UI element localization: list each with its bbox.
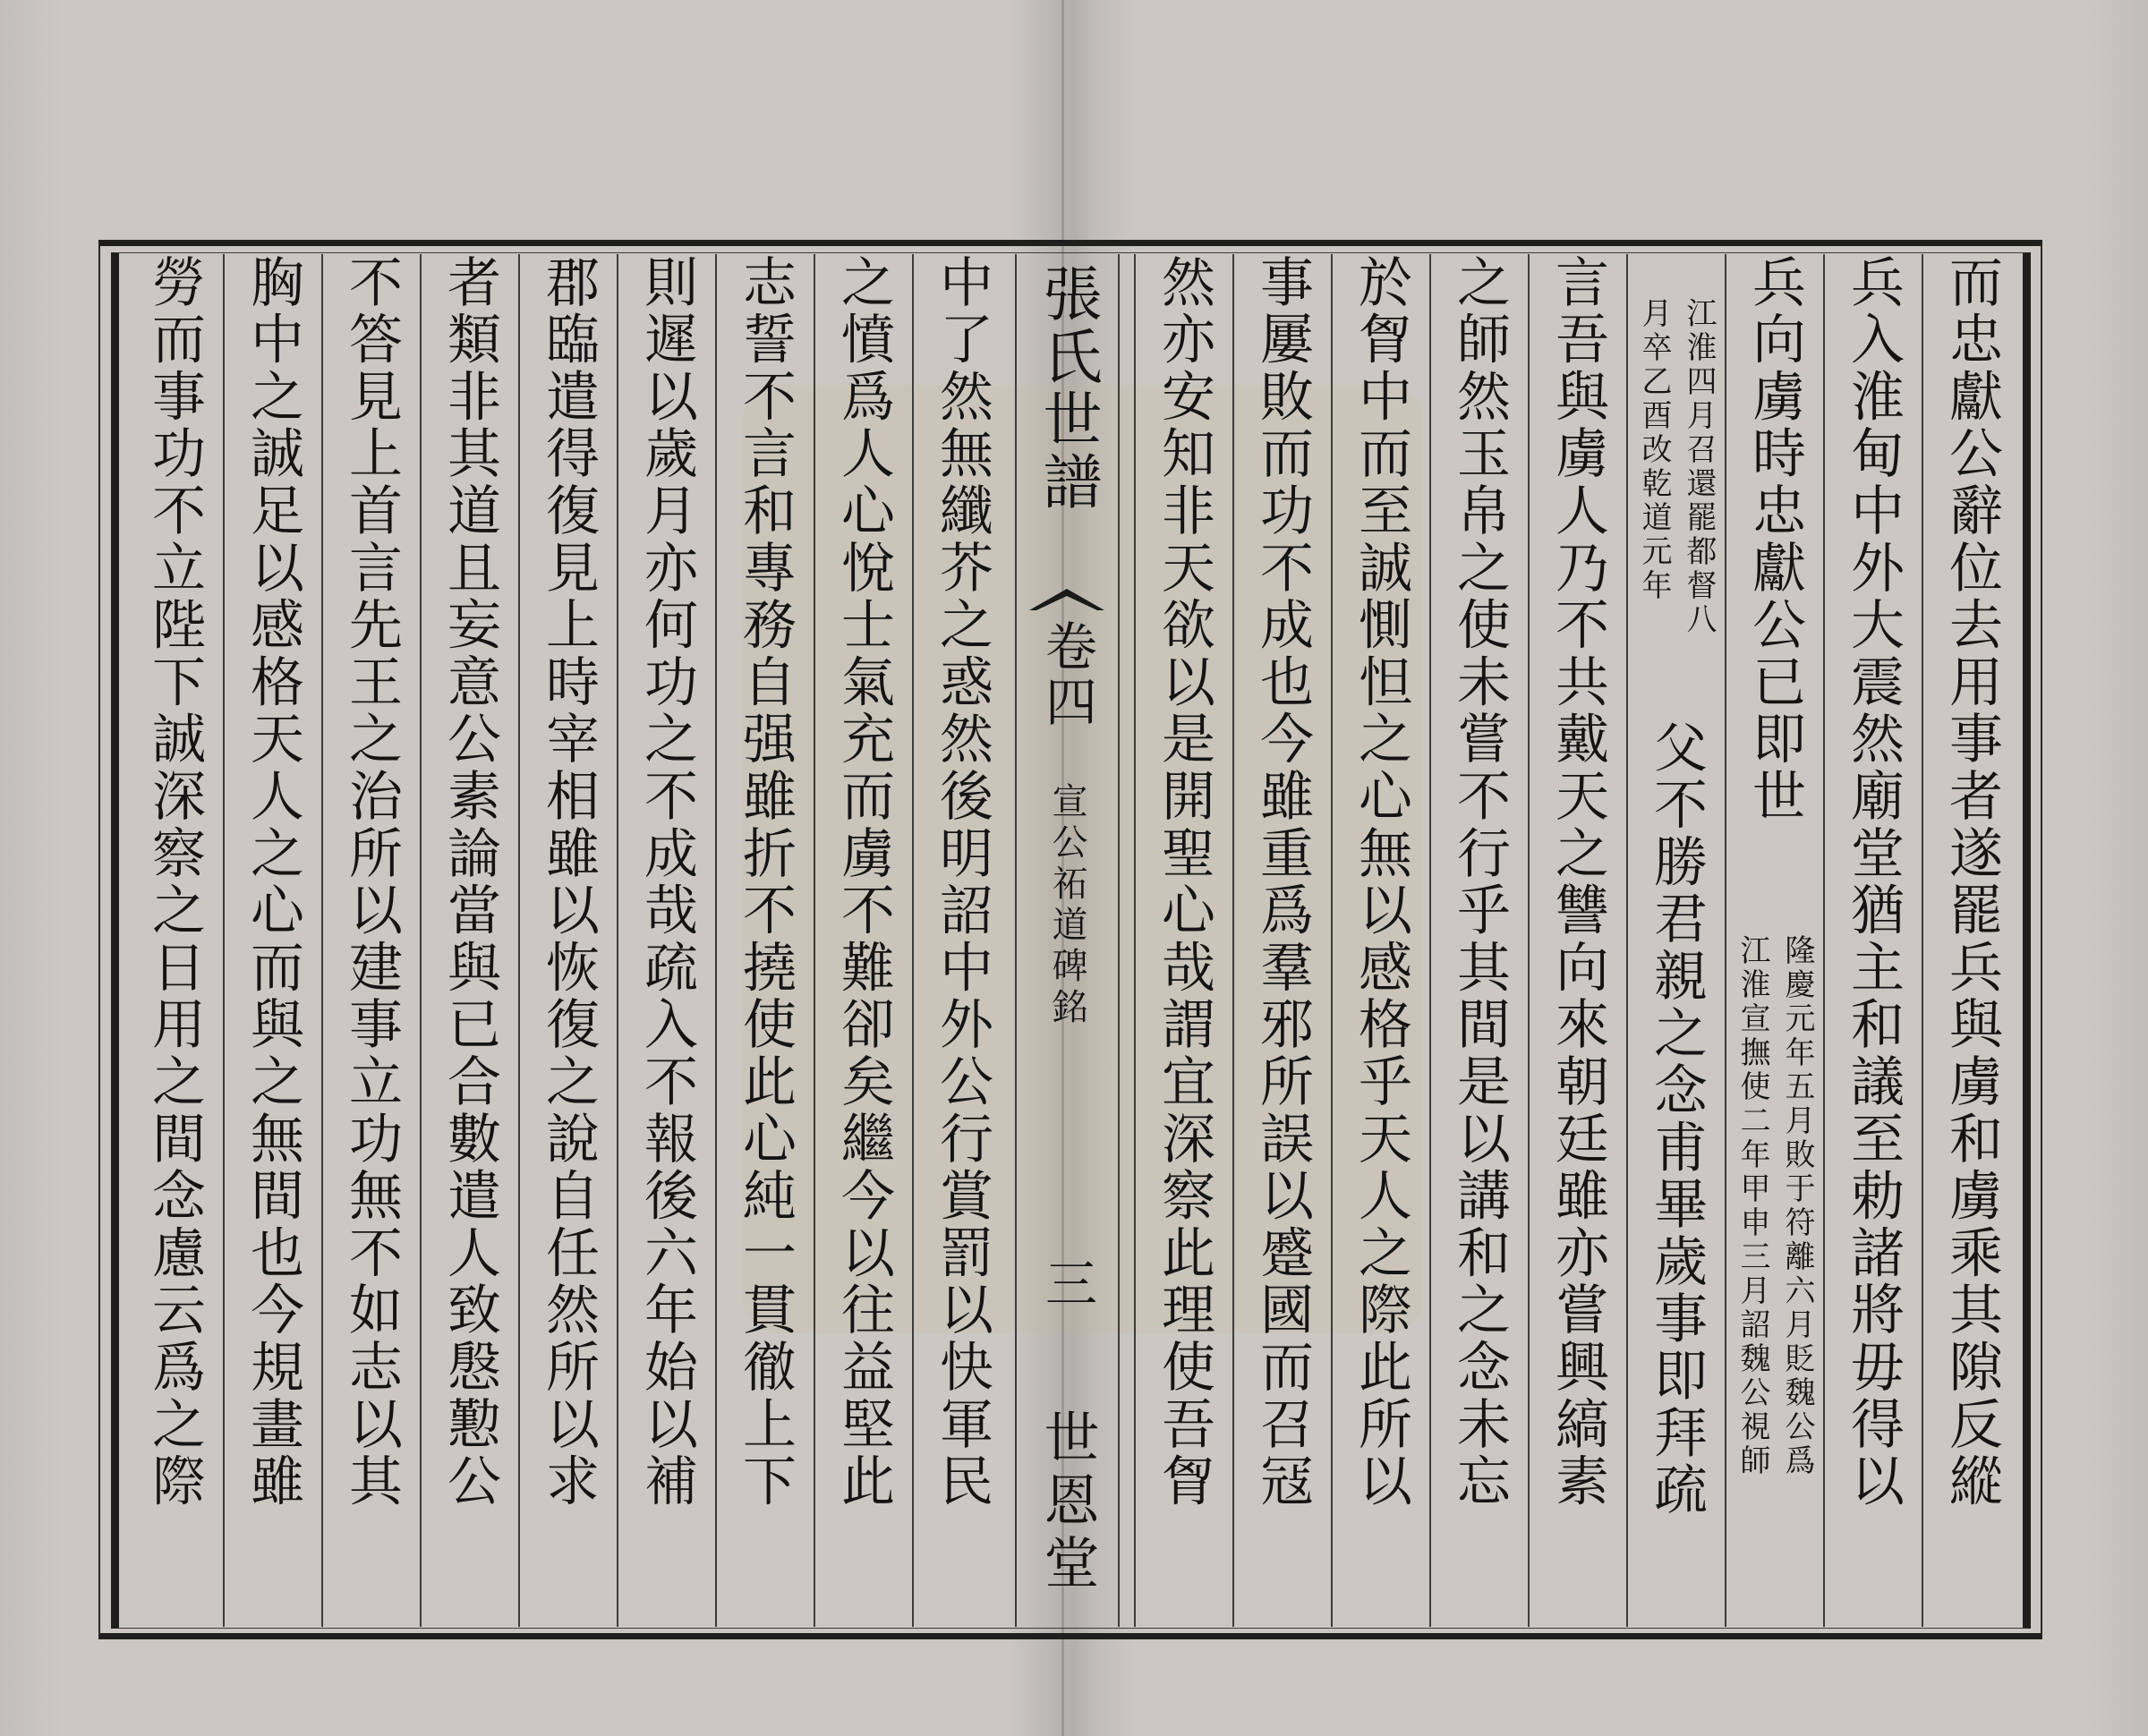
text-column-6: 之師然玉帛之使未嘗不行乎其間是以講和之念未忘 [1448,254,1511,1510]
column-rule [1626,254,1628,1627]
text-column-2: 兵入淮甸中外大震然廟堂猶主和議至勅諸將毋得以 [1842,254,1905,1510]
column-rule [1118,254,1120,1627]
column-rule [1232,254,1234,1627]
section-title: 宣公祏道碑銘 [1046,782,1087,1029]
text-column-17: 胸中之誠足以感格天人之心而與之無間也今規畫雖 [242,254,304,1510]
text-column-13: 則遲以歲月亦何功之不成哉疏入不報後六年始以補 [635,254,698,1510]
column-4-annotation-left: 月卒乙酉改乾道元年 [1636,297,1672,603]
column-rule [321,254,323,1627]
column-rule [1823,254,1825,1627]
column-rule [223,254,225,1627]
column-3-main-text: 兵向虜時忠獻公已即世 [1743,254,1806,825]
text-column-10: 中了然無纖芥之惑然後明詔中外公行賞罰以快軍民 [931,254,993,1510]
column-3-annotation-left: 江淮宣撫使二年甲申三月詔魏公視師 [1735,934,1770,1478]
column-3-annotation-right: 隆慶元年五月敗于符離六月貶魏公爲 [1779,934,1815,1478]
column-4-annotation-right: 江淮四月召還罷都督八 [1681,297,1717,637]
column-rule [1015,254,1017,1627]
text-column-11: 之憤爲人心悅士氣充而虜不難卻矣繼今以往益堅此 [832,254,895,1510]
book-title: 張氏世譜 [1033,263,1102,514]
text-column-4 [1629,254,1724,1627]
text-column-12: 志誓不言和專務自强雖折不撓使此心純一貫徹上下 [734,254,797,1510]
text-column-14: 郡臨遣得復見上時宰相雖以恢復之說自任然所以求 [537,254,600,1510]
column-rule [814,254,815,1627]
text-column-3 [1727,254,1822,1627]
text-column-16: 不答見上首言先王之治所以建事立功無不如志以其 [340,254,403,1510]
column-rule [1134,254,1136,1627]
column-rule [518,254,520,1627]
text-column-18: 勞而事功不立陛下誠深察之日用之間念慮云爲之際 [143,254,206,1510]
text-column-1: 而忠獻公辭位去用事者遂罷兵與虜和虜乘其隙反縱 [1940,254,2003,1510]
column-rule [1429,254,1431,1627]
column-4-main-text: 父不勝君親之念甫畢歲事即拜疏 [1645,719,1708,1519]
column-rule [617,254,618,1627]
page-number: 三 [1036,1256,1097,1308]
text-column-7: 於胷中而至誠惻怛之心無以感格乎天人之際此所以 [1350,254,1412,1510]
column-rule [1725,254,1726,1627]
center-margin-column [1017,254,1117,1627]
column-rule [420,254,422,1627]
text-column-5: 言吾與虜人乃不共戴天之讐向來朝廷雖亦嘗興縞素 [1547,254,1609,1510]
column-rule [715,254,717,1627]
fishtail-mark-icon [1027,585,1106,612]
column-rule [1528,254,1530,1627]
volume-label: 卷四 [1036,619,1097,730]
text-column-8: 事屢敗而功不成也今雖重爲羣邪所誤以蹙國而召冦 [1251,254,1314,1510]
text-column-15: 者類非其道且妄意公素論當與已合數遣人致慇懃公 [439,254,501,1510]
column-rule [1331,254,1333,1627]
text-column-9: 然亦安知非天欲以是開聖心哉謂宜深察此理使吾胷 [1153,254,1215,1510]
column-rule [1922,254,1923,1627]
hall-name: 世恩堂 [1035,1408,1100,1596]
column-rule [912,254,914,1627]
